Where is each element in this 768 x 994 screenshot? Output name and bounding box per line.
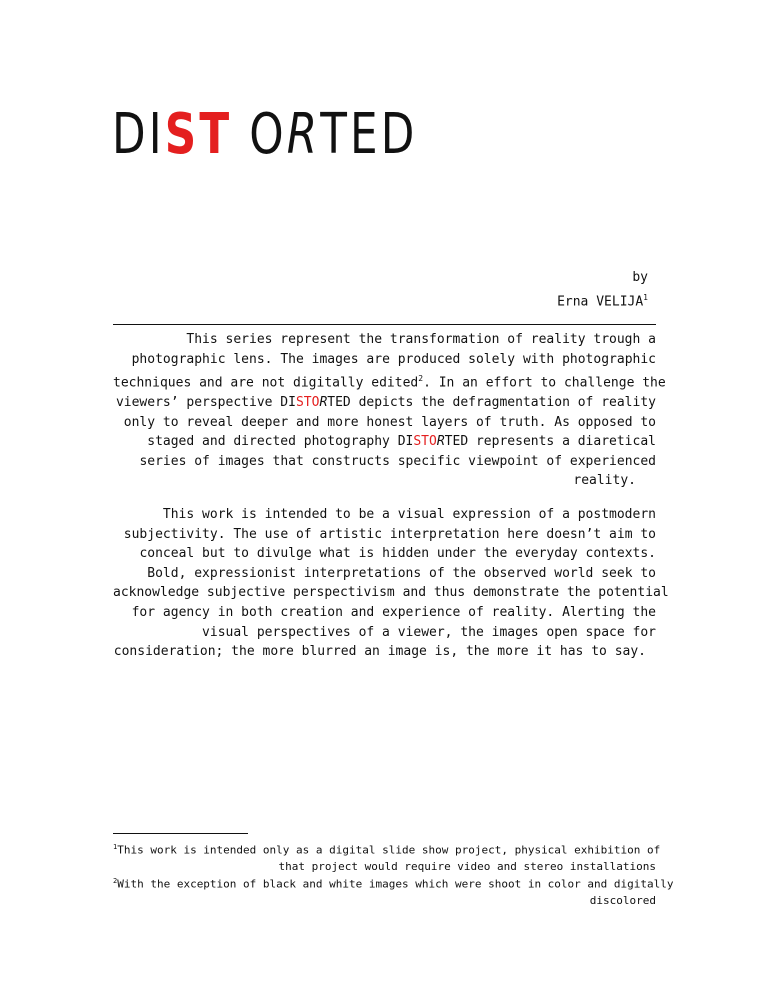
fn1-text-1: This work is intended only as a digital slide show project, physical exhibition of [117,843,661,857]
p1-line-4a: viewers’ perspective DI [115,395,296,411]
p1-line-4 [113,393,656,413]
p2-line-2: subjectivity. The use of artistic interpretation here doesn’t aim to [123,526,656,542]
footnote-marker-1: 1 [643,293,648,302]
p2-line-3: conceal but to divulge what is hidden under the everyday contexts. [139,546,656,562]
footnote-2 [113,873,674,909]
p1-line-6 [113,432,656,452]
p1-line-2: photographic lens. The images are produced solely with photographic [131,351,656,367]
p1-line-4-o: O [311,395,320,411]
p1-line-7: series of images that constructs specific viewpoint of experienced [139,453,656,469]
paragraph-1 [113,330,666,491]
p2-line-1: This work is intended to be a visual expression of a postmodern [162,507,656,522]
fn2-mark: 2 [113,877,118,885]
byline-author-row [557,288,648,312]
byline [557,268,648,312]
p1-line-6a: staged and directed photography DI [147,434,414,450]
fn2-line-1 [113,873,674,893]
byline-author: Erna VELIJA [557,294,644,310]
p2-line-8: consideration; the more blurred an image is, the more it has to say. [113,644,646,660]
fn2-text-1: With the exception of black and white images which were shoot in color and digitally [117,877,674,891]
p1-line-6-o: O [429,434,437,450]
p1-line-4-r: R [319,395,328,411]
p1-line-4b: TED depicts the defragmentation of reality [327,395,656,411]
document-title [112,102,418,167]
p1-line-8: reality. [573,473,636,489]
fn1-mark: 1 [113,843,118,851]
fn1-line-1 [113,839,661,859]
p1-line-3 [113,369,666,393]
fn1-line-2: that project would require video and stereo installations [278,859,656,873]
title-part-st: ST [164,102,233,167]
title-part-o: O [249,102,287,167]
fn2-line-2: discolored [589,893,656,907]
p1-line-3a: techniques and are not digitally edited [113,375,419,391]
footnote-1 [113,839,661,875]
footnote-marker-2: 2 [418,374,424,384]
header-divider [113,324,656,325]
p1-line-6-r: R [436,434,445,450]
p2-line-6: for agency in both creation and experience of reality. Alerting the [131,604,656,620]
p1-line-1: This series represent the transformation of reality trough a [186,332,656,347]
p1-line-3b: . In an effort to challenge the [423,375,666,391]
p2-line-4: Bold, expressionist interpretations of the observed world seek to [147,565,656,581]
paragraph-2 [113,505,669,662]
title-part-ted: TED [320,102,418,167]
p2-line-5: acknowledge subjective perspectivism and thus demonstrate the potential [113,585,669,601]
p1-line-6b: TED represents a diaretical [444,434,656,450]
p1-line-5: only to reveal deeper and more honest layers of truth. As opposed to [123,414,656,430]
p2-line-7: visual perspectives of a viewer, the images open space for [202,624,656,640]
p1-line-6-red: ST [413,434,430,450]
p1-line-4-red: ST [295,395,312,411]
title-part-r: R [286,102,321,167]
footnote-divider [113,833,248,834]
byline-by: by [632,270,648,285]
title-part-di: DI [112,102,165,167]
